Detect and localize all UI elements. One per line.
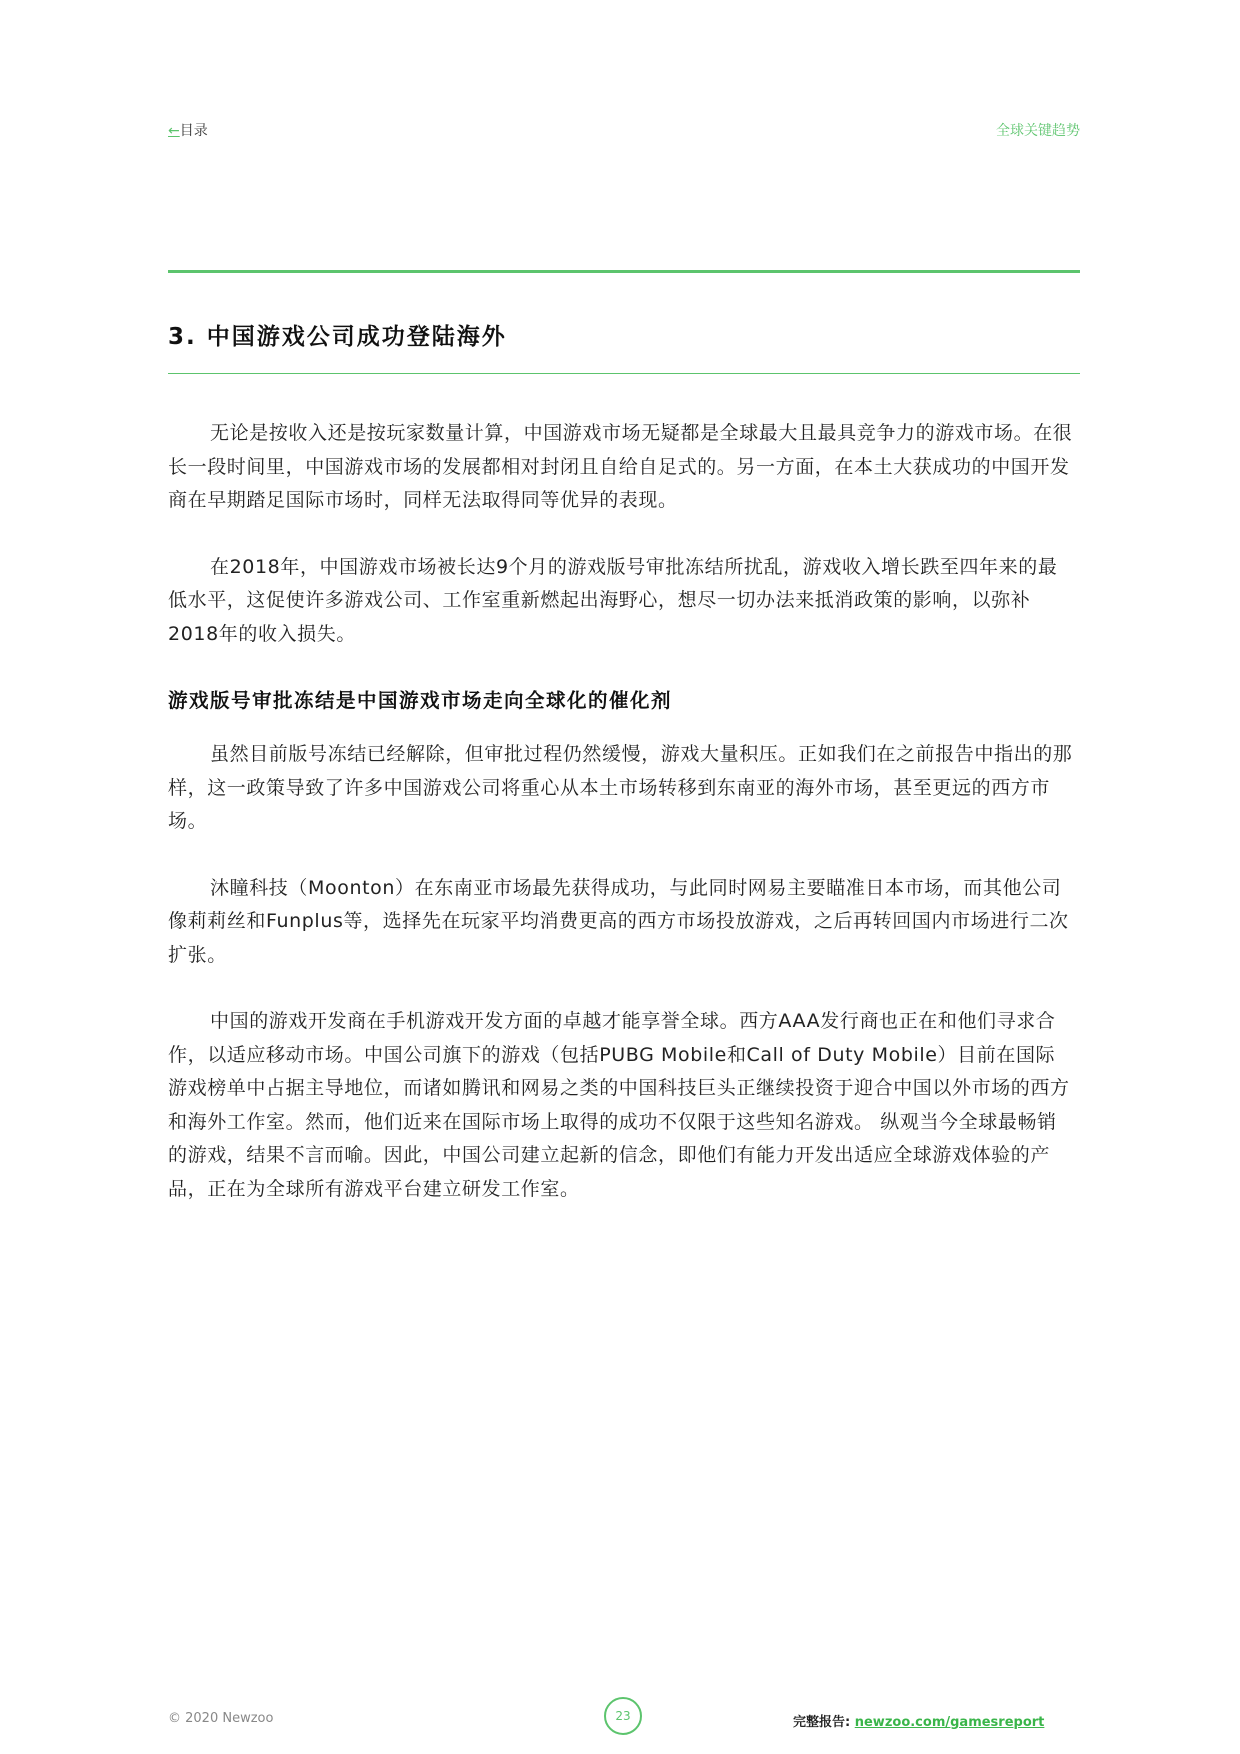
back-arrow-icon: ←	[168, 123, 180, 139]
full-report-line	[793, 1711, 1044, 1730]
paragraph-3: 虽然目前版号冻结已经解除，但审批过程仍然缓慢，游戏大量积压。正如我们在之前报告中指出的那样，这一政策导致了许多中国游戏公司将重心从本土市场转移到东南亚的海外市场，甚至更远的西方市场。	[168, 743, 1073, 832]
section-title: 3. 中国游戏公司成功登陆海外	[168, 324, 507, 350]
subheading: 游戏版号审批冻结是中国游戏市场走向全球化的催化剂	[168, 689, 673, 712]
section-label[interactable]: 全球关键趋势	[996, 123, 1080, 139]
toc-link[interactable]	[168, 120, 208, 140]
title-divider	[168, 373, 1080, 374]
page-number-badge: 23	[604, 1697, 642, 1735]
report-label: 完整报告:	[793, 1715, 855, 1730]
paragraph-2: 在2018年，中国游戏市场被长达9个月的游戏版号审批冻结所扰乱，游戏收入增长跌至四年来的最低水平，这促使许多游戏公司、工作室重新燃起出海野心，想尽一切办法来抵消政策的影响，以弥补2018年的收入损失。	[168, 555, 1058, 645]
paragraph-4: 沐瞳科技（Moonton）在东南亚市场最先获得成功，与此同时网易主要瞄准日本市场，而其他公司像莉莉丝和Funplus等，选择先在玩家平均消费更高的西方市场投放游戏，之后再转回国内市场进行二次扩张。	[168, 876, 1069, 966]
top-divider	[168, 270, 1080, 273]
copyright: © 2020 Newzoo	[168, 1711, 274, 1726]
paragraph-5: 中国的游戏开发商在手机游戏开发方面的卓越才能享誉全球。西方AAA发行商也正在和他们寻求合作，以适应移动市场。中国公司旗下的游戏（包括PUBG Mobile和Call of Duty Mobile）目前在国际游戏榜单中占据主导地位，而诸如腾讯和网易之类的中国科技巨头正继续投资于迎合中国以外市场的西方和海外工作室。然而，他们近来在国际市场上取得的成功不仅限于这些知名游戏。 纵观当今全球最畅销的游戏，结果不言而喻。因此，中国公司建立起新的信念，即他们有能力开发出适应全球游戏体验的产品，正在为全球所有游戏平台建立研发工作室。	[168, 1010, 1070, 1200]
article-body	[168, 417, 1074, 1239]
paragraph-1: 无论是按收入还是按玩家数量计算，中国游戏市场无疑都是全球最大且最具竞争力的游戏市场。在很长一段时间里，中国游戏市场的发展都相对封闭且自给自足式的。另一方面，在本土大获成功的中国开发商在早期踏足国际市场时，同样无法取得同等优异的表现。	[168, 422, 1073, 511]
toc-label: 目录	[179, 123, 208, 139]
report-link[interactable]: newzoo.com/gamesreport	[854, 1715, 1045, 1730]
